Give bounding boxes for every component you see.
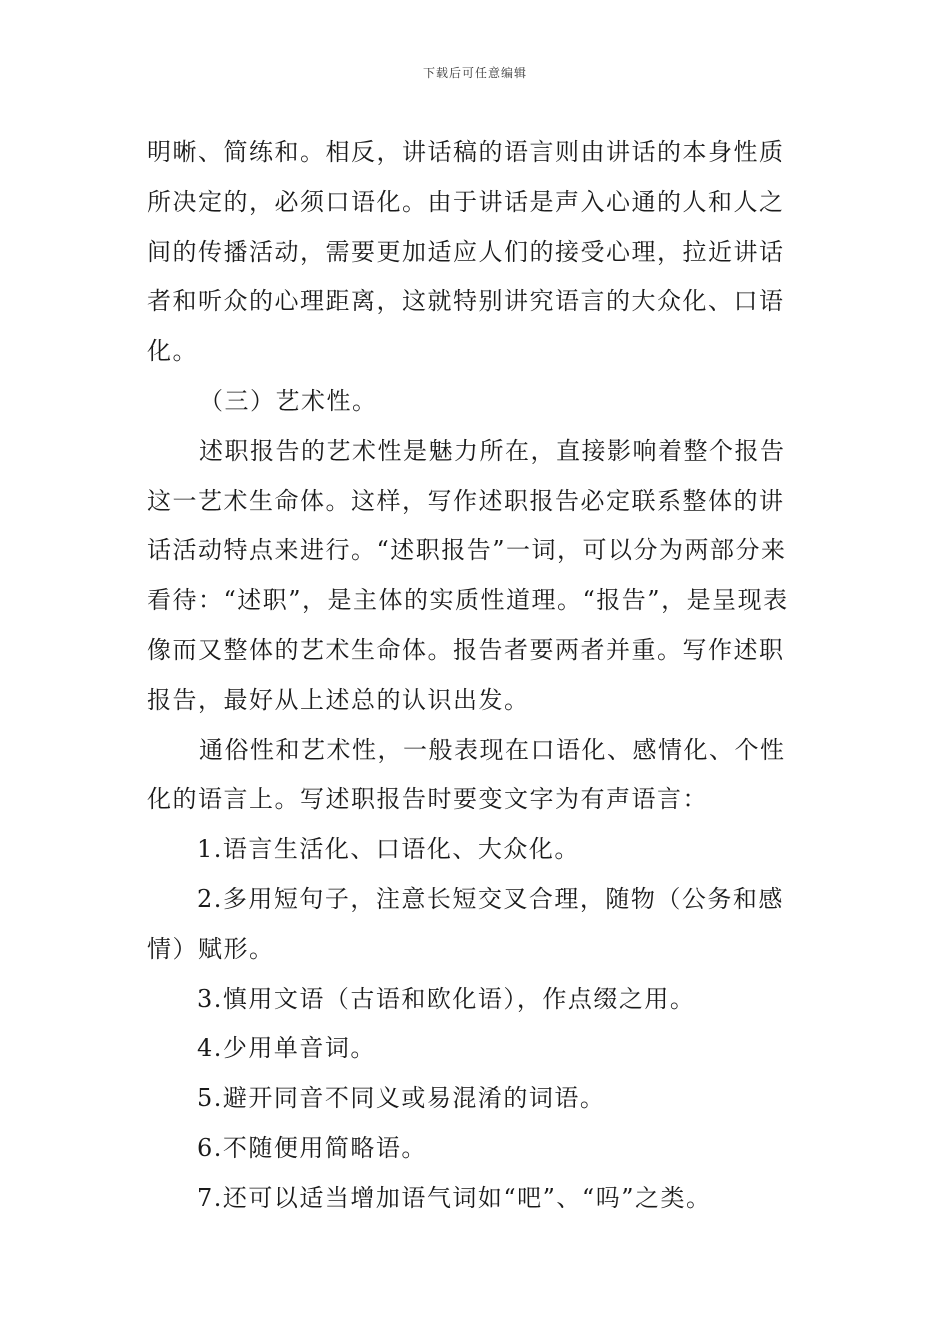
- list-item-2: 2.多用短句子，注意长短交叉合理，随物（公务和感情）赋形。: [147, 884, 784, 963]
- list-item-3: 3.慎用文语（古语和欧化语），作点缀之用。: [197, 984, 696, 1013]
- paragraph-language-style: 明晰、简练和。相反，讲话稿的语言则由讲话的本身性质所决定的，必须口语化。由于讲话是声入心通的人和人之间的传播活动，需要更加适应人们的接受心理，拉近讲话者和听众的心理距离，这就特别讲究语言的大众化、口语化。: [147, 138, 785, 366]
- paragraph-colloquial: 通俗性和艺术性，一般表现在口语化、感情化、个性化的语言上。写述职报告时要变文字为有声语言：: [147, 735, 786, 814]
- page-header-note: 下载后可任意编辑: [422, 66, 527, 80]
- list-item-4: 4.少用单音词。: [197, 1034, 376, 1063]
- section-heading-artistry: （三）艺术性。: [199, 386, 378, 415]
- list-item-5: 5.避开同音不同义或易混淆的词语。: [197, 1084, 606, 1113]
- list-item-1: 1.语言生活化、口语化、大众化。: [197, 835, 580, 864]
- list-item-7: 7.还可以适当增加语气词如“吧”、“吗”之类。: [197, 1183, 712, 1212]
- document-body: [147, 128, 807, 1224]
- list-item-6: 6.不随便用简略语。: [197, 1133, 427, 1162]
- paragraph-artistry: 述职报告的艺术性是魅力所在，直接影响着整个报告这一艺术生命体。这样，写作述职报告必定联系整体的讲话活动特点来进行。“述职报告”一词，可以分为两部分来看待：“述职”，是主体的实质性道理。“报告”，是呈现表像而又整体的艺术生命体。报告者要两者并重。写作述职报告，最好从上述总的认识出发。: [147, 436, 789, 714]
